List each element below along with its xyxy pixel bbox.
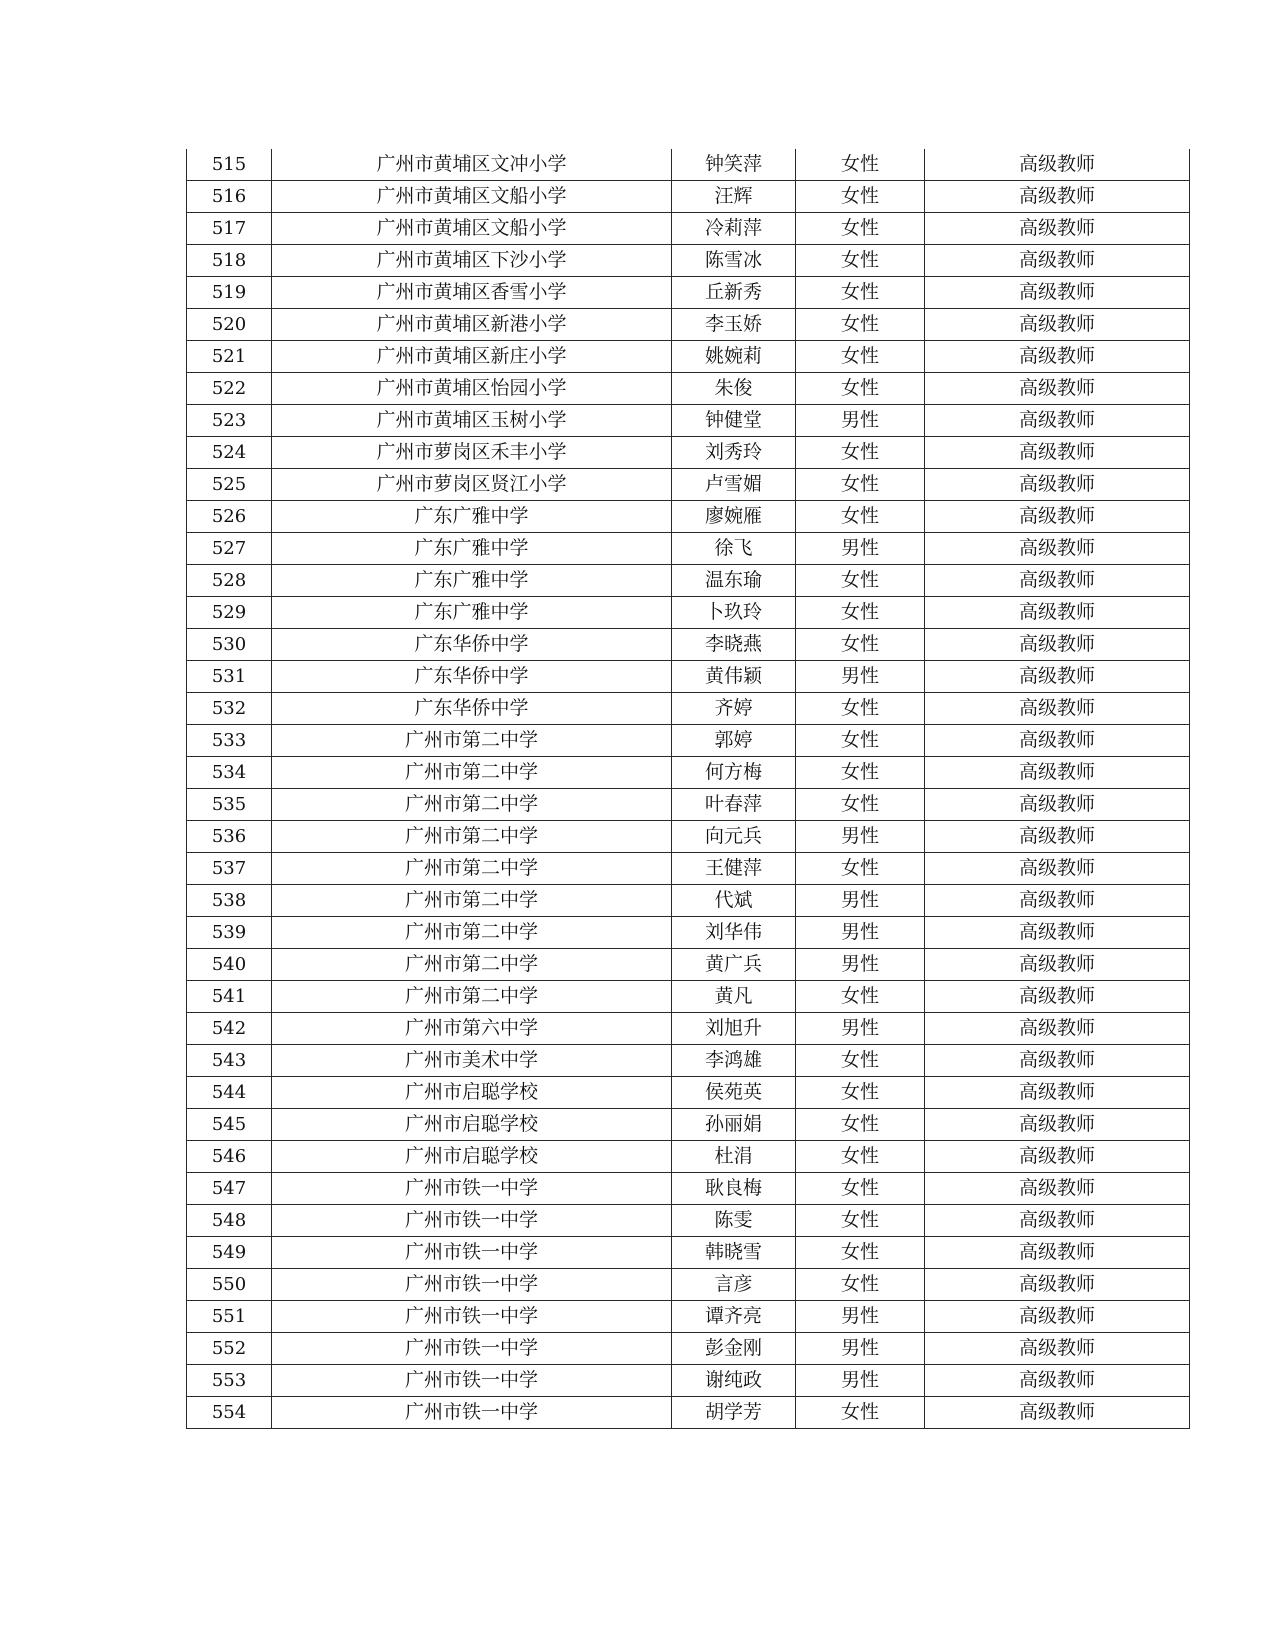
professional-title-cell: 高级教师 <box>925 1205 1190 1237</box>
gender-cell: 女性 <box>796 853 925 885</box>
table-row <box>187 469 1190 501</box>
school-name-cell: 广州市美术中学 <box>272 1045 672 1077</box>
professional-title-cell: 高级教师 <box>925 373 1190 405</box>
row-number-cell: 530 <box>187 629 272 661</box>
table-row <box>187 725 1190 757</box>
table-row <box>187 1045 1190 1077</box>
gender-cell: 女性 <box>796 981 925 1013</box>
gender-cell: 男性 <box>796 1333 925 1365</box>
professional-title-cell: 高级教师 <box>925 245 1190 277</box>
teacher-name-cell: 侯苑英 <box>672 1077 796 1109</box>
teacher-name-cell: 冷莉萍 <box>672 213 796 245</box>
professional-title-cell: 高级教师 <box>925 1333 1190 1365</box>
professional-title-cell: 高级教师 <box>925 469 1190 501</box>
school-name-cell: 广州市启聪学校 <box>272 1141 672 1173</box>
row-number-cell: 553 <box>187 1365 272 1397</box>
gender-cell: 男性 <box>796 405 925 437</box>
school-name-cell: 广州市铁一中学 <box>272 1365 672 1397</box>
teacher-name-cell: 李玉娇 <box>672 309 796 341</box>
school-name-cell: 广州市黄埔区文船小学 <box>272 181 672 213</box>
professional-title-cell: 高级教师 <box>925 533 1190 565</box>
school-name-cell: 广州市黄埔区新庄小学 <box>272 341 672 373</box>
professional-title-cell: 高级教师 <box>925 789 1190 821</box>
row-number-cell: 545 <box>187 1109 272 1141</box>
professional-title-cell: 高级教师 <box>925 213 1190 245</box>
table-row <box>187 597 1190 629</box>
teacher-name-cell: 郭婷 <box>672 725 796 757</box>
school-name-cell: 广州市黄埔区玉树小学 <box>272 405 672 437</box>
professional-title-cell: 高级教师 <box>925 277 1190 309</box>
row-number-cell: 538 <box>187 885 272 917</box>
table-row <box>187 661 1190 693</box>
professional-title-cell: 高级教师 <box>925 885 1190 917</box>
school-name-cell: 广州市第二中学 <box>272 725 672 757</box>
school-name-cell: 广州市第二中学 <box>272 821 672 853</box>
school-name-cell: 广东广雅中学 <box>272 597 672 629</box>
professional-title-cell: 高级教师 <box>925 693 1190 725</box>
teacher-name-cell: 杜涓 <box>672 1141 796 1173</box>
teacher-name-cell: 姚婉莉 <box>672 341 796 373</box>
gender-cell: 女性 <box>796 1141 925 1173</box>
teacher-name-cell: 何方梅 <box>672 757 796 789</box>
table-row <box>187 917 1190 949</box>
teacher-name-cell: 孙丽娟 <box>672 1109 796 1141</box>
table-row <box>187 341 1190 373</box>
professional-title-cell: 高级教师 <box>925 1109 1190 1141</box>
teacher-name-cell: 刘旭升 <box>672 1013 796 1045</box>
teacher-name-cell: 王健萍 <box>672 853 796 885</box>
teacher-name-cell: 李晓燕 <box>672 629 796 661</box>
table-row <box>187 1301 1190 1333</box>
row-number-cell: 517 <box>187 213 272 245</box>
table-row <box>187 1397 1190 1429</box>
professional-title-cell: 高级教师 <box>925 437 1190 469</box>
school-name-cell: 广州市黄埔区新港小学 <box>272 309 672 341</box>
table-row <box>187 501 1190 533</box>
professional-title-cell: 高级教师 <box>925 1269 1190 1301</box>
gender-cell: 女性 <box>796 1173 925 1205</box>
gender-cell: 女性 <box>796 245 925 277</box>
row-number-cell: 518 <box>187 245 272 277</box>
gender-cell: 女性 <box>796 469 925 501</box>
table-row <box>187 1365 1190 1397</box>
school-name-cell: 广州市黄埔区文冲小学 <box>272 149 672 181</box>
school-name-cell: 广州市第二中学 <box>272 949 672 981</box>
row-number-cell: 546 <box>187 1141 272 1173</box>
row-number-cell: 539 <box>187 917 272 949</box>
gender-cell: 女性 <box>796 341 925 373</box>
school-name-cell: 广州市第六中学 <box>272 1013 672 1045</box>
professional-title-cell: 高级教师 <box>925 821 1190 853</box>
school-name-cell: 广州市第二中学 <box>272 885 672 917</box>
table-row <box>187 757 1190 789</box>
table-row <box>187 1269 1190 1301</box>
table-row <box>187 437 1190 469</box>
table-row <box>187 789 1190 821</box>
gender-cell: 女性 <box>796 789 925 821</box>
gender-cell: 女性 <box>796 373 925 405</box>
gender-cell: 女性 <box>796 725 925 757</box>
gender-cell: 女性 <box>796 309 925 341</box>
teacher-name-cell: 朱俊 <box>672 373 796 405</box>
row-number-cell: 544 <box>187 1077 272 1109</box>
school-name-cell: 广东华侨中学 <box>272 629 672 661</box>
gender-cell: 女性 <box>796 213 925 245</box>
row-number-cell: 528 <box>187 565 272 597</box>
gender-cell: 男性 <box>796 1013 925 1045</box>
row-number-cell: 551 <box>187 1301 272 1333</box>
row-number-cell: 522 <box>187 373 272 405</box>
teacher-name-cell: 陈雪冰 <box>672 245 796 277</box>
gender-cell: 男性 <box>796 949 925 981</box>
gender-cell: 女性 <box>796 565 925 597</box>
gender-cell: 女性 <box>796 629 925 661</box>
school-name-cell: 广州市第二中学 <box>272 853 672 885</box>
gender-cell: 女性 <box>796 277 925 309</box>
professional-title-cell: 高级教师 <box>925 501 1190 533</box>
teacher-name-cell: 徐飞 <box>672 533 796 565</box>
row-number-cell: 537 <box>187 853 272 885</box>
table-row <box>187 1141 1190 1173</box>
teacher-name-cell: 谭齐亮 <box>672 1301 796 1333</box>
school-name-cell: 广州市黄埔区文船小学 <box>272 213 672 245</box>
table-row <box>187 309 1190 341</box>
row-number-cell: 533 <box>187 725 272 757</box>
professional-title-cell: 高级教师 <box>925 597 1190 629</box>
teacher-name-cell: 温东瑜 <box>672 565 796 597</box>
professional-title-cell: 高级教师 <box>925 1397 1190 1429</box>
professional-title-cell: 高级教师 <box>925 341 1190 373</box>
table-row <box>187 245 1190 277</box>
gender-cell: 女性 <box>796 1237 925 1269</box>
table-row <box>187 853 1190 885</box>
row-number-cell: 526 <box>187 501 272 533</box>
school-name-cell: 广东华侨中学 <box>272 661 672 693</box>
teacher-name-cell: 汪辉 <box>672 181 796 213</box>
gender-cell: 女性 <box>796 1205 925 1237</box>
teacher-name-cell: 卜玖玲 <box>672 597 796 629</box>
professional-title-cell: 高级教师 <box>925 149 1190 181</box>
table-row <box>187 693 1190 725</box>
professional-title-cell: 高级教师 <box>925 181 1190 213</box>
gender-cell: 女性 <box>796 149 925 181</box>
school-name-cell: 广东广雅中学 <box>272 533 672 565</box>
table-row <box>187 629 1190 661</box>
table-row <box>187 981 1190 1013</box>
professional-title-cell: 高级教师 <box>925 405 1190 437</box>
school-name-cell: 广州市黄埔区怡园小学 <box>272 373 672 405</box>
school-name-cell: 广州市铁一中学 <box>272 1269 672 1301</box>
school-name-cell: 广州市黄埔区下沙小学 <box>272 245 672 277</box>
row-number-cell: 542 <box>187 1013 272 1045</box>
row-number-cell: 552 <box>187 1333 272 1365</box>
professional-title-cell: 高级教师 <box>925 1013 1190 1045</box>
row-number-cell: 543 <box>187 1045 272 1077</box>
teacher-name-cell: 廖婉雁 <box>672 501 796 533</box>
table-row <box>187 277 1190 309</box>
gender-cell: 女性 <box>796 1109 925 1141</box>
professional-title-cell: 高级教师 <box>925 1237 1190 1269</box>
table-row <box>187 885 1190 917</box>
teacher-name-cell: 黄凡 <box>672 981 796 1013</box>
teacher-name-cell: 谢纯政 <box>672 1365 796 1397</box>
school-name-cell: 广东华侨中学 <box>272 693 672 725</box>
teacher-name-cell: 向元兵 <box>672 821 796 853</box>
table-row <box>187 949 1190 981</box>
gender-cell: 男性 <box>796 1365 925 1397</box>
row-number-cell: 536 <box>187 821 272 853</box>
row-number-cell: 527 <box>187 533 272 565</box>
table-row <box>187 373 1190 405</box>
row-number-cell: 532 <box>187 693 272 725</box>
teacher-name-cell: 李鸿雄 <box>672 1045 796 1077</box>
teacher-name-cell: 耿良梅 <box>672 1173 796 1205</box>
teacher-name-cell: 胡学芳 <box>672 1397 796 1429</box>
school-name-cell: 广东广雅中学 <box>272 501 672 533</box>
gender-cell: 女性 <box>796 693 925 725</box>
professional-title-cell: 高级教师 <box>925 309 1190 341</box>
gender-cell: 女性 <box>796 597 925 629</box>
professional-title-cell: 高级教师 <box>925 1077 1190 1109</box>
table-row <box>187 821 1190 853</box>
teacher-name-cell: 刘华伟 <box>672 917 796 949</box>
gender-cell: 女性 <box>796 1045 925 1077</box>
professional-title-cell: 高级教师 <box>925 1045 1190 1077</box>
row-number-cell: 520 <box>187 309 272 341</box>
table-row <box>187 1077 1190 1109</box>
professional-title-cell: 高级教师 <box>925 981 1190 1013</box>
table-row <box>187 405 1190 437</box>
row-number-cell: 550 <box>187 1269 272 1301</box>
school-name-cell: 广州市铁一中学 <box>272 1237 672 1269</box>
teacher-name-cell: 丘新秀 <box>672 277 796 309</box>
teacher-name-cell: 代斌 <box>672 885 796 917</box>
teacher-name-cell: 卢雪媚 <box>672 469 796 501</box>
professional-title-cell: 高级教师 <box>925 757 1190 789</box>
professional-title-cell: 高级教师 <box>925 853 1190 885</box>
row-number-cell: 554 <box>187 1397 272 1429</box>
row-number-cell: 549 <box>187 1237 272 1269</box>
teacher-name-cell: 陈雯 <box>672 1205 796 1237</box>
row-number-cell: 541 <box>187 981 272 1013</box>
table-row <box>187 1013 1190 1045</box>
school-name-cell: 广州市铁一中学 <box>272 1301 672 1333</box>
row-number-cell: 524 <box>187 437 272 469</box>
teacher-name-cell: 彭金刚 <box>672 1333 796 1365</box>
row-number-cell: 531 <box>187 661 272 693</box>
teacher-name-cell: 齐婷 <box>672 693 796 725</box>
school-name-cell: 广州市铁一中学 <box>272 1397 672 1429</box>
teacher-name-cell: 黄伟颖 <box>672 661 796 693</box>
table-row <box>187 1333 1190 1365</box>
gender-cell: 女性 <box>796 1077 925 1109</box>
gender-cell: 女性 <box>796 1397 925 1429</box>
school-name-cell: 广州市第二中学 <box>272 917 672 949</box>
professional-title-cell: 高级教师 <box>925 661 1190 693</box>
teacher-name-cell: 刘秀玲 <box>672 437 796 469</box>
row-number-cell: 535 <box>187 789 272 821</box>
gender-cell: 男性 <box>796 1301 925 1333</box>
school-name-cell: 广州市第二中学 <box>272 789 672 821</box>
professional-title-cell: 高级教师 <box>925 1141 1190 1173</box>
table-row <box>187 533 1190 565</box>
row-number-cell: 521 <box>187 341 272 373</box>
row-number-cell: 534 <box>187 757 272 789</box>
row-number-cell: 516 <box>187 181 272 213</box>
professional-title-cell: 高级教师 <box>925 1173 1190 1205</box>
professional-title-cell: 高级教师 <box>925 725 1190 757</box>
professional-title-cell: 高级教师 <box>925 565 1190 597</box>
row-number-cell: 548 <box>187 1205 272 1237</box>
row-number-cell: 547 <box>187 1173 272 1205</box>
table-row <box>187 213 1190 245</box>
teacher-name-cell: 叶春萍 <box>672 789 796 821</box>
roster-table-body <box>187 149 1190 1429</box>
teacher-name-cell: 钟笑萍 <box>672 149 796 181</box>
table-row <box>187 1205 1190 1237</box>
school-name-cell: 广州市萝岗区贤江小学 <box>272 469 672 501</box>
gender-cell: 女性 <box>796 501 925 533</box>
professional-title-cell: 高级教师 <box>925 949 1190 981</box>
school-name-cell: 广东广雅中学 <box>272 565 672 597</box>
professional-title-cell: 高级教师 <box>925 1365 1190 1397</box>
gender-cell: 女性 <box>796 437 925 469</box>
gender-cell: 男性 <box>796 533 925 565</box>
table-row <box>187 1237 1190 1269</box>
school-name-cell: 广州市启聪学校 <box>272 1077 672 1109</box>
row-number-cell: 529 <box>187 597 272 629</box>
school-name-cell: 广州市铁一中学 <box>272 1333 672 1365</box>
table-row <box>187 1109 1190 1141</box>
school-name-cell: 广州市黄埔区香雪小学 <box>272 277 672 309</box>
gender-cell: 女性 <box>796 757 925 789</box>
school-name-cell: 广州市第二中学 <box>272 981 672 1013</box>
teacher-name-cell: 钟健堂 <box>672 405 796 437</box>
professional-title-cell: 高级教师 <box>925 917 1190 949</box>
school-name-cell: 广州市铁一中学 <box>272 1205 672 1237</box>
school-name-cell: 广州市启聪学校 <box>272 1109 672 1141</box>
gender-cell: 男性 <box>796 917 925 949</box>
row-number-cell: 525 <box>187 469 272 501</box>
row-number-cell: 519 <box>187 277 272 309</box>
teacher-name-cell: 黄广兵 <box>672 949 796 981</box>
table-row <box>187 181 1190 213</box>
gender-cell: 男性 <box>796 821 925 853</box>
row-number-cell: 540 <box>187 949 272 981</box>
professional-title-cell: 高级教师 <box>925 629 1190 661</box>
gender-cell: 男性 <box>796 885 925 917</box>
gender-cell: 女性 <box>796 181 925 213</box>
table-row <box>187 565 1190 597</box>
row-number-cell: 515 <box>187 149 272 181</box>
school-name-cell: 广州市第二中学 <box>272 757 672 789</box>
school-name-cell: 广州市萝岗区禾丰小学 <box>272 437 672 469</box>
teacher-name-cell: 韩晓雪 <box>672 1237 796 1269</box>
table-row <box>187 149 1190 181</box>
professional-title-cell: 高级教师 <box>925 1301 1190 1333</box>
teacher-roster-table <box>186 149 1190 1429</box>
gender-cell: 男性 <box>796 661 925 693</box>
school-name-cell: 广州市铁一中学 <box>272 1173 672 1205</box>
table-row <box>187 1173 1190 1205</box>
row-number-cell: 523 <box>187 405 272 437</box>
teacher-name-cell: 言彦 <box>672 1269 796 1301</box>
gender-cell: 女性 <box>796 1269 925 1301</box>
